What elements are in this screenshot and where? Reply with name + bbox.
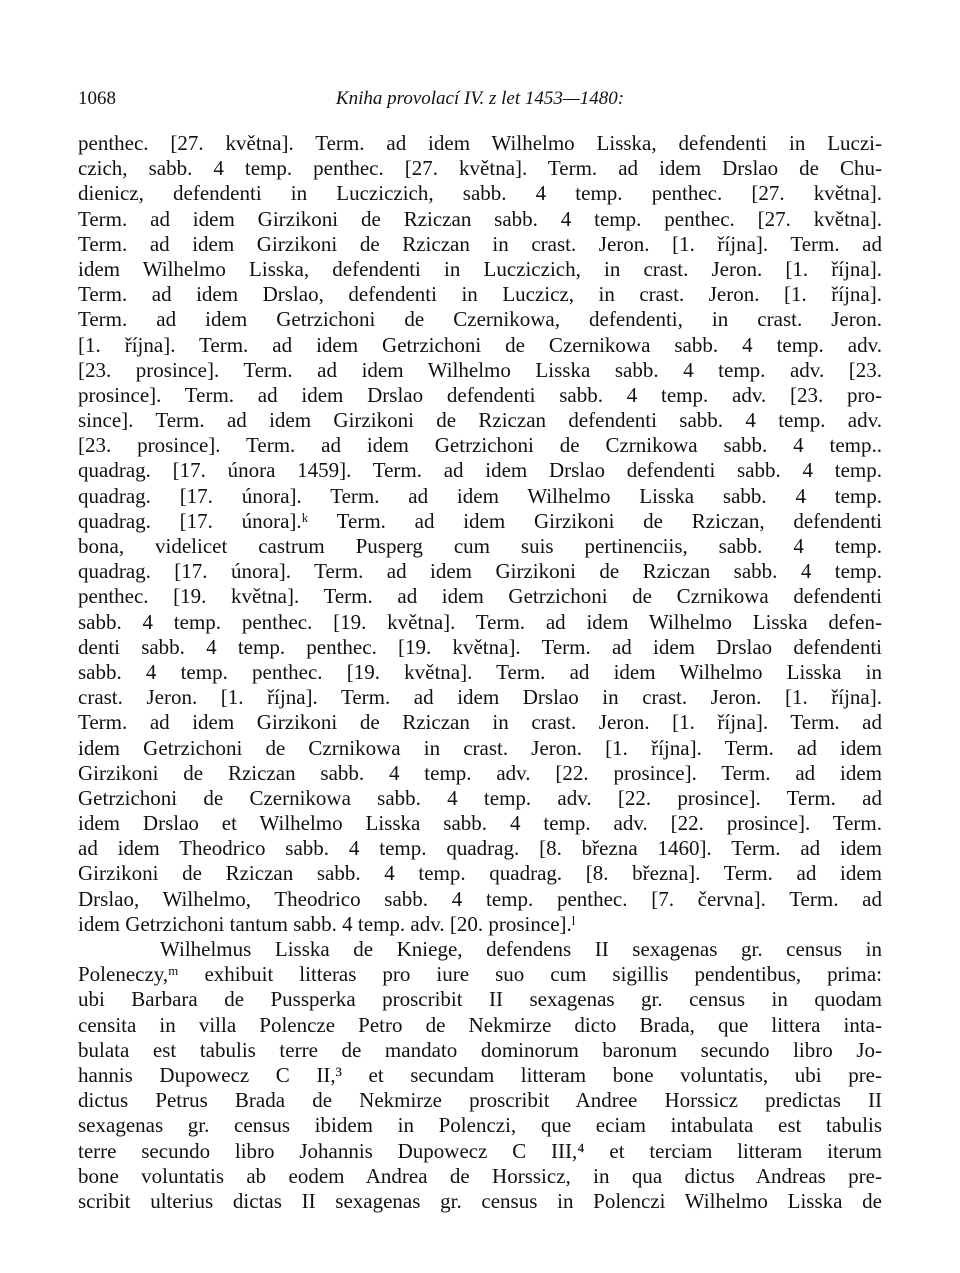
document-body [78, 131, 882, 1214]
text-line: idem Wilhelmo Lisska, defendenti in Lucziczich, in crast. Jeron. [1. října]. [78, 256, 882, 281]
text-line: [23. prosince]. Term. ad idem Wilhelmo Lisska sabb. 4 temp. adv. [23. [78, 357, 882, 382]
text-line: Term. ad idem Girzikoni de Rziczan in crast. Jeron. [1. října]. Term. ad [78, 710, 882, 735]
text-line: Girzikoni de Rziczan sabb. 4 temp. quadrag. [8. března]. Term. ad idem [78, 861, 882, 886]
text-line: Getrzichoni de Czernikowa sabb. 4 temp. adv. [22. prosince]. Term. ad [78, 785, 882, 810]
text-line: Term. ad idem Drslao, defendenti in Luczicz, in crast. Jeron. [1. října]. [78, 282, 882, 307]
text-line: scribit ulterius dictas II sexagenas gr. census in Polenczi Wilhelmo Lisska de [78, 1188, 882, 1213]
text-line: sexagenas gr. census ibidem in Polenczi, que eciam intabulata est tabulis [78, 1113, 882, 1138]
text-line: quadrag. [17. února]. Term. ad idem Girzikoni de Rziczan sabb. 4 temp. [78, 559, 882, 584]
text-line: penthec. [27. května]. Term. ad idem Wilhelmo Lisska, defendenti in Luczi- [78, 131, 882, 155]
text-line: Term. ad idem Getrzichoni de Czernikowa, defendenti, in crast. Jeron. [78, 307, 882, 332]
text-line: terre secundo libro Johannis Dupowecz C III,⁴ et terciam litteram iterum [78, 1138, 882, 1163]
paragraph-register-entries [78, 131, 882, 937]
text-line: Term. ad idem Girzikoni de Rziczan sabb. 4 temp. penthec. [27. května]. [78, 206, 882, 231]
text-line: sabb. 4 temp. penthec. [19. května]. Term. ad idem Wilhelmo Lisska defen- [78, 609, 882, 634]
text-line: quadrag. [17. února 1459]. Term. ad idem Drslao defendenti sabb. 4 temp. [78, 458, 882, 483]
running-title: Kniha provolací IV. z let 1453—1480: [335, 88, 625, 109]
text-line: Wilhelmus Lisska de Kniege, defendens II sexagenas gr. census in [160, 937, 882, 961]
text-line: penthec. [19. května]. Term. ad idem Getrzichoni de Czrnikowa defendenti [78, 584, 882, 609]
text-line: censita in villa Polencze Petro de Nekmirze dicto Brada, que littera inta- [78, 1012, 882, 1037]
text-line: dictus Petrus Brada de Nekmirze proscribit Andree Horssicz predictas II [78, 1088, 882, 1113]
text-line: ubi Barbara de Pussperka proscribit II sexagenas gr. census in quodam [78, 987, 882, 1012]
text-line: bona, videlicet castrum Pusperg cum suis pertinenciis, sabb. 4 temp. [78, 534, 882, 558]
text-line: denti sabb. 4 temp. penthec. [19. května]. Term. ad idem Drslao defendenti [78, 634, 882, 659]
text-line: [23. prosince]. Term. ad idem Getrzichoni de Czrnikowa sabb. 4 temp.. [78, 433, 882, 458]
text-line: crast. Jeron. [1. října]. Term. ad idem Drslao in crast. Jeron. [1. října]. [78, 685, 882, 710]
text-line: Poleneczy,ᵐ exhibuit litteras pro iure suo cum sigillis pendentibus, prima: [78, 962, 882, 987]
text-line: sabb. 4 temp. penthec. [19. května]. Term. ad idem Wilhelmo Lisska in [78, 659, 882, 684]
text-line: idem Getrzichoni tantum sabb. 4 temp. adv. [20. prosince].ˡ [78, 911, 576, 936]
text-line: ad idem Theodrico sabb. 4 temp. quadrag. [8. března 1460]. Term. ad idem [78, 836, 882, 861]
text-line: idem Drslao et Wilhelmo Lisska sabb. 4 temp. adv. [22. prosince]. Term. [78, 811, 882, 836]
page-header [78, 88, 882, 118]
text-line: Drslao, Wilhelmo, Theodrico sabb. 4 temp. penthec. [7. června]. Term. ad [78, 886, 882, 911]
text-line: czich, sabb. 4 temp. penthec. [27. května]. Term. ad idem Drslao de Chu- [78, 156, 882, 181]
text-line: bulata est tabulis terre de mandato dominorum baronum secundo libro Jo- [78, 1037, 882, 1062]
paragraph-lisska-claim [78, 937, 882, 1214]
page-number: 1068 [78, 88, 116, 109]
text-line: [1. října]. Term. ad idem Getrzichoni de Czernikowa sabb. 4 temp. adv. [78, 332, 882, 357]
text-line: bone voluntatis ab eodem Andrea de Horssicz, in qua dictus Andreas pre- [78, 1163, 882, 1188]
text-line: quadrag. [17. února].ᵏ Term. ad idem Girzikoni de Rziczan, defendenti [78, 508, 882, 533]
text-line: idem Getrzichoni de Czrnikowa in crast. Jeron. [1. října]. Term. ad idem [78, 735, 882, 760]
text-line: prosince]. Term. ad idem Drslao defendenti sabb. 4 temp. adv. [23. pro- [78, 382, 882, 407]
text-line: hannis Dupowecz C II,³ et secundam litteram bone voluntatis, ubi pre- [78, 1062, 882, 1087]
text-line: Term. ad idem Girzikoni de Rziczan in crast. Jeron. [1. října]. Term. ad [78, 231, 882, 256]
text-line: since]. Term. ad idem Girzikoni de Rziczan defendenti sabb. 4 temp. adv. [78, 408, 882, 433]
text-line: quadrag. [17. února]. Term. ad idem Wilhelmo Lisska sabb. 4 temp. [78, 483, 882, 508]
text-line: dienicz, defendenti in Lucziczich, sabb. 4 temp. penthec. [27. května]. [78, 181, 882, 206]
text-line: Girzikoni de Rziczan sabb. 4 temp. adv. [22. prosince]. Term. ad idem [78, 760, 882, 785]
